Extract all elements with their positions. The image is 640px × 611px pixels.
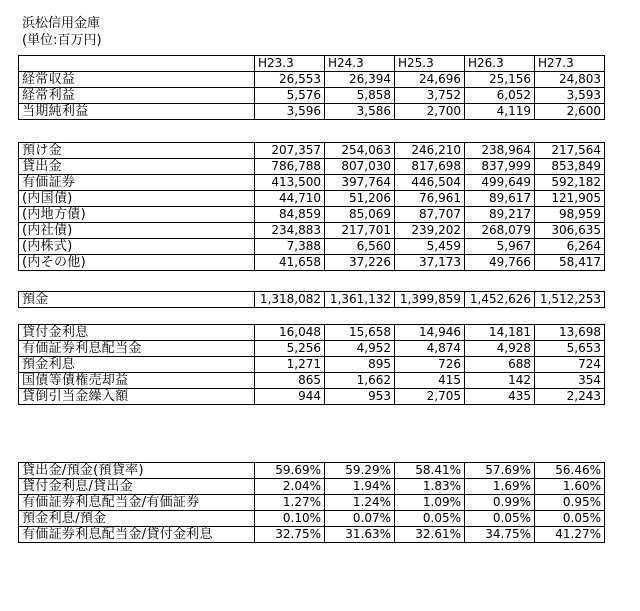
value-cell: 1,399,859 [395, 292, 465, 308]
row-label: 当期純利益 [19, 104, 255, 120]
table-row [19, 325, 605, 341]
value-cell: 1,452,626 [465, 292, 535, 308]
table-row [19, 292, 605, 308]
value-cell: 817,698 [395, 159, 465, 175]
value-cell: 58.41% [395, 463, 465, 479]
header-cell: H27.3 [535, 56, 605, 72]
value-cell: 1,318,082 [255, 292, 325, 308]
value-cell: 837,999 [465, 159, 535, 175]
row-label: 貸付金利息/貸出金 [19, 479, 255, 495]
value-cell: 397,764 [325, 175, 395, 191]
header-row [19, 56, 605, 72]
table-row [19, 143, 605, 159]
ratios-table [18, 462, 605, 543]
income-table [18, 55, 605, 120]
value-cell: 413,500 [255, 175, 325, 191]
value-cell: 1,662 [325, 373, 395, 389]
value-cell: 84,859 [255, 207, 325, 223]
table-row [19, 104, 605, 120]
value-cell: 98,959 [535, 207, 605, 223]
value-cell: 895 [325, 357, 395, 373]
row-label: (内社債) [19, 223, 255, 239]
unit-label: (単位:百万円) [22, 33, 102, 48]
row-label: (内国債) [19, 191, 255, 207]
value-cell: 724 [535, 357, 605, 373]
value-cell: 1,271 [255, 357, 325, 373]
value-cell: 58,417 [535, 255, 605, 271]
value-cell: 1.09% [395, 495, 465, 511]
value-cell: 2,700 [395, 104, 465, 120]
value-cell: 446,504 [395, 175, 465, 191]
value-cell: 31.63% [325, 527, 395, 543]
row-label: 預金 [19, 292, 255, 308]
table-row [19, 389, 605, 405]
table-row [19, 239, 605, 255]
value-cell: 1,361,132 [325, 292, 395, 308]
value-cell: 4,874 [395, 341, 465, 357]
value-cell: 89,617 [465, 191, 535, 207]
value-cell: 1.69% [465, 479, 535, 495]
table-row [19, 463, 605, 479]
value-cell: 2,600 [535, 104, 605, 120]
value-cell: 15,658 [325, 325, 395, 341]
header-cell: H23.3 [255, 56, 325, 72]
value-cell: 1.83% [395, 479, 465, 495]
row-label: 預金利息/預金 [19, 511, 255, 527]
header-corner [19, 56, 255, 72]
table-row [19, 191, 605, 207]
table-row [19, 255, 605, 271]
table-row [19, 88, 605, 104]
value-cell: 5,858 [325, 88, 395, 104]
row-label: 経常収益 [19, 72, 255, 88]
value-cell: 24,696 [395, 72, 465, 88]
table-row [19, 72, 605, 88]
value-cell: 354 [535, 373, 605, 389]
value-cell: 37,173 [395, 255, 465, 271]
value-cell: 234,883 [255, 223, 325, 239]
value-cell: 76,961 [395, 191, 465, 207]
value-cell: 435 [465, 389, 535, 405]
value-cell: 59.69% [255, 463, 325, 479]
value-cell: 3,596 [255, 104, 325, 120]
value-cell: 16,048 [255, 325, 325, 341]
value-cell: 41.27% [535, 527, 605, 543]
value-cell: 246,210 [395, 143, 465, 159]
value-cell: 89,217 [465, 207, 535, 223]
value-cell: 37,226 [325, 255, 395, 271]
value-cell: 592,182 [535, 175, 605, 191]
value-cell: 0.07% [325, 511, 395, 527]
row-label: 預け金 [19, 143, 255, 159]
value-cell: 1,512,253 [535, 292, 605, 308]
value-cell: 14,946 [395, 325, 465, 341]
value-cell: 499,649 [465, 175, 535, 191]
value-cell: 239,202 [395, 223, 465, 239]
company-title: 浜松信用金庫 [22, 16, 101, 31]
value-cell: 6,052 [465, 88, 535, 104]
value-cell: 26,394 [325, 72, 395, 88]
value-cell: 953 [325, 389, 395, 405]
value-cell: 1.94% [325, 479, 395, 495]
deposits-table [18, 291, 605, 308]
table-row [19, 495, 605, 511]
value-cell: 0.10% [255, 511, 325, 527]
value-cell: 5,653 [535, 341, 605, 357]
value-cell: 2,705 [395, 389, 465, 405]
value-cell: 0.05% [395, 511, 465, 527]
row-label: 貸倒引当金繰入額 [19, 389, 255, 405]
row-label: 貸付金利息 [19, 325, 255, 341]
row-label: 有価証券利息配当金/貸付金利息 [19, 527, 255, 543]
value-cell: 1.24% [325, 495, 395, 511]
value-cell: 14,181 [465, 325, 535, 341]
value-cell: 1.60% [535, 479, 605, 495]
row-label: 有価証券利息配当金/有価証券 [19, 495, 255, 511]
value-cell: 688 [465, 357, 535, 373]
value-cell: 32.61% [395, 527, 465, 543]
value-cell: 4,928 [465, 341, 535, 357]
value-cell: 56.46% [535, 463, 605, 479]
row-label: (内株式) [19, 239, 255, 255]
table-row [19, 175, 605, 191]
value-cell: 944 [255, 389, 325, 405]
header-cell: H25.3 [395, 56, 465, 72]
value-cell: 85,069 [325, 207, 395, 223]
value-cell: 1.27% [255, 495, 325, 511]
value-cell: 0.95% [535, 495, 605, 511]
value-cell: 44,710 [255, 191, 325, 207]
value-cell: 207,357 [255, 143, 325, 159]
value-cell: 4,119 [465, 104, 535, 120]
table-row [19, 511, 605, 527]
value-cell: 6,560 [325, 239, 395, 255]
value-cell: 41,658 [255, 255, 325, 271]
value-cell: 49,766 [465, 255, 535, 271]
row-label: 貸出金/預金(預貸率) [19, 463, 255, 479]
value-cell: 3,586 [325, 104, 395, 120]
value-cell: 5,967 [465, 239, 535, 255]
value-cell: 51,206 [325, 191, 395, 207]
value-cell: 13,698 [535, 325, 605, 341]
value-cell: 59.29% [325, 463, 395, 479]
value-cell: 853,849 [535, 159, 605, 175]
value-cell: 238,964 [465, 143, 535, 159]
value-cell: 254,063 [325, 143, 395, 159]
header-cell: H24.3 [325, 56, 395, 72]
row-label: 国債等債権売却益 [19, 373, 255, 389]
value-cell: 57.69% [465, 463, 535, 479]
value-cell: 807,030 [325, 159, 395, 175]
value-cell: 0.99% [465, 495, 535, 511]
value-cell: 865 [255, 373, 325, 389]
value-cell: 87,707 [395, 207, 465, 223]
value-cell: 2.04% [255, 479, 325, 495]
header-cell: H26.3 [465, 56, 535, 72]
value-cell: 5,256 [255, 341, 325, 357]
row-label: 有価証券利息配当金 [19, 341, 255, 357]
value-cell: 0.05% [465, 511, 535, 527]
table-row [19, 223, 605, 239]
value-cell: 7,388 [255, 239, 325, 255]
value-cell: 217,564 [535, 143, 605, 159]
row-label: (内その他) [19, 255, 255, 271]
interest-table [18, 324, 605, 405]
row-label: 経常利益 [19, 88, 255, 104]
table-row [19, 341, 605, 357]
value-cell: 5,576 [255, 88, 325, 104]
row-label: 貸出金 [19, 159, 255, 175]
value-cell: 24,803 [535, 72, 605, 88]
value-cell: 726 [395, 357, 465, 373]
value-cell: 2,243 [535, 389, 605, 405]
value-cell: 6,264 [535, 239, 605, 255]
value-cell: 34.75% [465, 527, 535, 543]
value-cell: 415 [395, 373, 465, 389]
table-row [19, 527, 605, 543]
table-row [19, 159, 605, 175]
table-row [19, 373, 605, 389]
value-cell: 26,553 [255, 72, 325, 88]
row-label: 有価証券 [19, 175, 255, 191]
value-cell: 32.75% [255, 527, 325, 543]
row-label: (内地方債) [19, 207, 255, 223]
value-cell: 217,701 [325, 223, 395, 239]
value-cell: 268,079 [465, 223, 535, 239]
table-row [19, 207, 605, 223]
value-cell: 25,156 [465, 72, 535, 88]
table-row [19, 357, 605, 373]
balance-table [18, 142, 605, 271]
value-cell: 0.05% [535, 511, 605, 527]
value-cell: 121,905 [535, 191, 605, 207]
value-cell: 786,788 [255, 159, 325, 175]
table-row [19, 479, 605, 495]
value-cell: 4,952 [325, 341, 395, 357]
value-cell: 3,752 [395, 88, 465, 104]
value-cell: 306,635 [535, 223, 605, 239]
value-cell: 3,593 [535, 88, 605, 104]
value-cell: 5,459 [395, 239, 465, 255]
row-label: 預金利息 [19, 357, 255, 373]
value-cell: 142 [465, 373, 535, 389]
